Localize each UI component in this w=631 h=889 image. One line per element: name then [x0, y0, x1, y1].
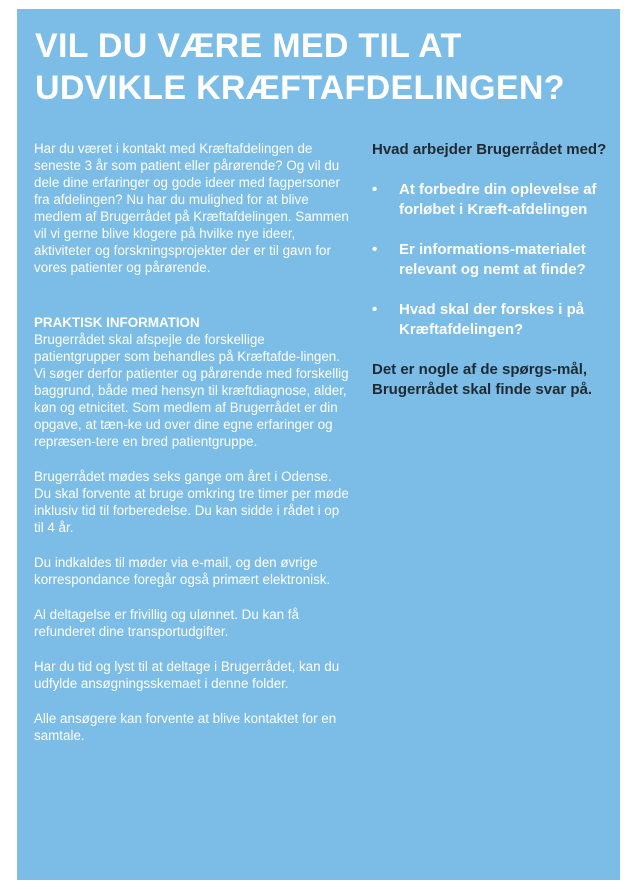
list-item [372, 300, 612, 340]
topic-list [372, 180, 612, 340]
list-item [372, 240, 612, 280]
question-heading: Hvad arbejder Brugerrådet med? [372, 141, 607, 158]
paragraph-meetings: Brugerrådet mødes seks gange om året i Odense. Du skal forvente at bruge omkring tre timer per møde inklusiv tid til forberedelse. Du kan sidde i rådet i op til 4 år. [34, 469, 349, 535]
list-item-text: At forbedre din oplevelse af forløbet i Kræft-afdelingen [399, 181, 597, 218]
right-column [372, 140, 612, 400]
paragraph-contact: Alle ansøgere kan forvente at blive kontaktet for en samtale. [34, 711, 337, 743]
list-item-text: Er informations-materialet relevant og nemt at finde? [399, 241, 586, 278]
section-heading: PRAKTISK INFORMATION [34, 315, 200, 330]
bullet-icon: • [372, 181, 378, 198]
paragraph-voluntary: Al deltagelse er frivillig og ulønnet. Du kan få refunderet dine transportudgifter. [34, 607, 299, 639]
closing-text: Det er nogle af de spørgs-mål, Brugerrådet skal finde svar på. [372, 361, 593, 398]
page-title: VIL DU VÆRE MED TIL AT UDVIKLE KRÆFTAFDELINGEN? [35, 27, 565, 107]
list-item [372, 180, 612, 220]
paragraph-email: Du indkaldes til møder via e-mail, og den øvrige korrespondance foregår også primært elektronisk. [34, 555, 331, 587]
intro-paragraph: Har du været i kontakt med Kræftafdelingen de seneste 3 år som patient eller pårørende? Og vil du dele dine erfaringer og gode ideer med fagpersoner fra afdelingen? Nu har du mulighed for at blive medlem af Brugerrådet på Kræftafdelingen. Sammen vil vi gerne blive klogere på hvilke nye ideer, aktiviteter og forskningsprojekter der er til gavn for vores patienter og pårørende. [34, 141, 349, 275]
bullet-icon: • [372, 241, 378, 258]
list-item-text: Hvad skal der forskes i på Kræftafdelingen? [399, 301, 585, 338]
info-panel [17, 9, 620, 880]
bullet-icon: • [372, 301, 378, 318]
practical-info-block [34, 314, 352, 450]
section-body: Brugerrådet skal afspejle de forskellige patientgrupper som behandles på Kræftafde-lingen. Vi søger derfor patienter og pårørende med forskellig baggrund, både med hensyn til kræftdiagnose, alder, køn og etnicitet. Som medlem af Brugerrådet er din opgave, at tæn-ke ud over dine egne erfaringer og repræsen-tere en bred patientgruppe. [34, 332, 349, 449]
left-column [34, 140, 352, 762]
paragraph-apply: Har du tid og lyst til at deltage i Brugerrådet, kan du udfylde ansøgningsskemaet i denne folder. [34, 659, 340, 691]
